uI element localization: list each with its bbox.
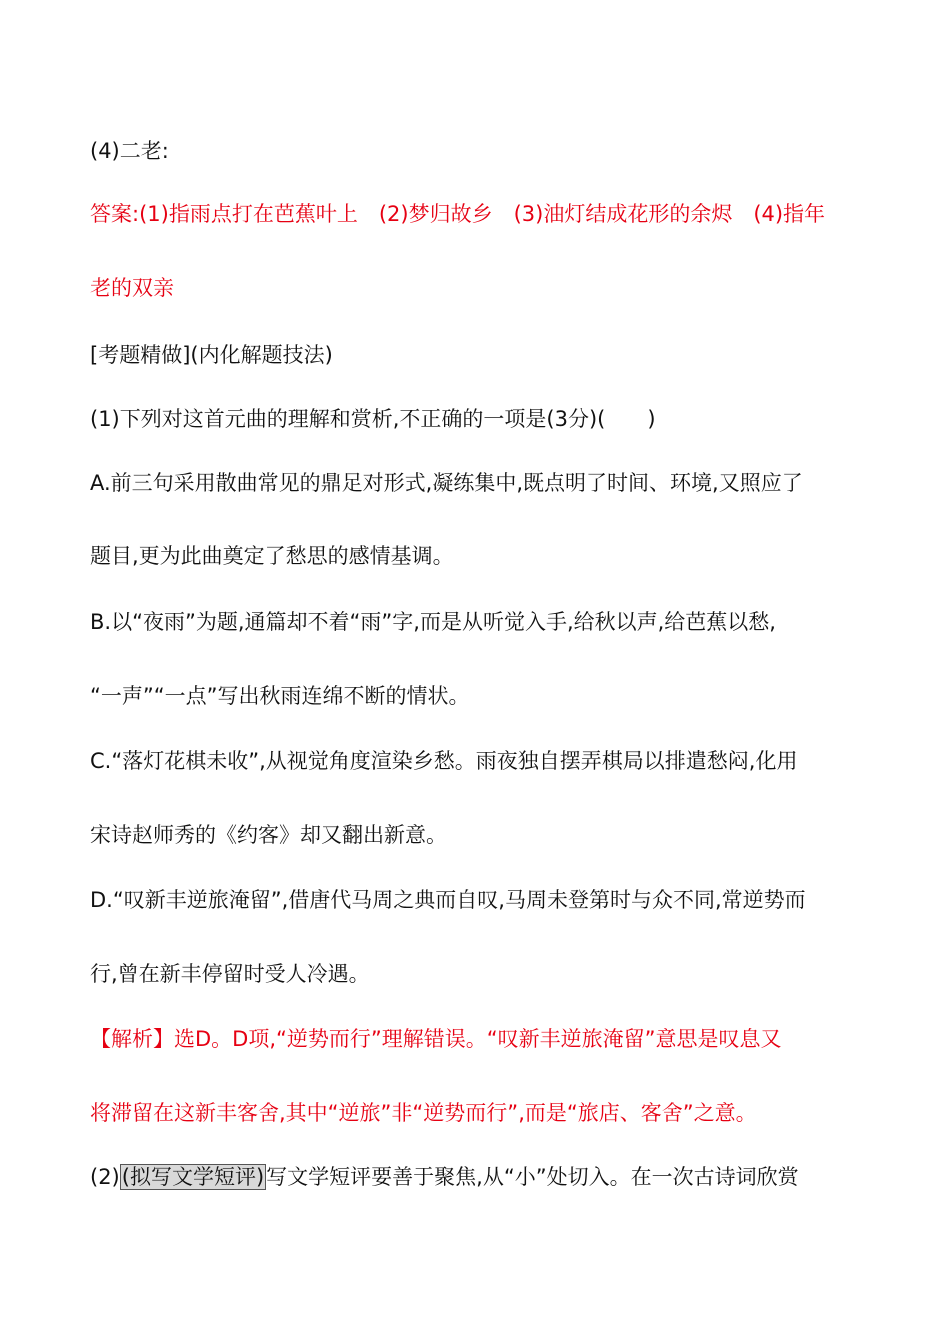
option-a-line-2: 题目,更为此曲奠定了愁思的感情基调。: [90, 544, 454, 568]
question-2-number: (2): [90, 1165, 120, 1189]
question-4-label: (4)二老:: [90, 139, 169, 163]
question-type-tag: (拟写文学短评): [121, 1165, 265, 1189]
analysis-line-1: 【解析】选D。D项,“逆势而行”理解错误。“叹新丰逆旅淹留”意思是叹息又: [90, 1027, 782, 1051]
option-c-line-2: 宋诗赵师秀的《约客》却又翻出新意。: [90, 823, 447, 847]
question-2: [90, 1162, 865, 1192]
option-b-line-1: B.以“夜雨”为题,通篇却不着“雨”字,而是从听觉入手,给秋以声,给芭蕉以愁,: [90, 610, 776, 634]
option-a-line-1: A.前三句采用散曲常见的鼎足对形式,凝练集中,既点明了时间、环境,又照应了: [90, 471, 803, 495]
option-d-line-1: D.“叹新丰逆旅淹留”,借唐代马周之典而自叹,马周未登第时与众不同,常逆势而: [90, 888, 806, 912]
option-c-line-1: C.“落灯花棋未收”,从视觉角度渲染乡愁。雨夜独自摆弄棋局以排遣愁闷,化用: [90, 749, 798, 773]
answer-line-1: 答案:(1)指雨点打在芭蕉叶上 (2)梦归故乡 (3)油灯结成花形的余烬 (4)指年: [90, 202, 826, 226]
section-heading: [考题精做](内化解题技法): [90, 343, 333, 367]
question-2-text: 写文学短评要善于聚焦,从“小”处切入。在一次古诗词欣赏: [266, 1165, 799, 1189]
option-d-line-2: 行,曾在新丰停留时受人冷遇。: [90, 962, 370, 986]
analysis-line-2: 将滞留在这新丰客舍,其中“逆旅”非“逆势而行”,而是“旅店、客舍”之意。: [90, 1101, 757, 1125]
answer-line-2: 老的双亲: [90, 276, 174, 300]
option-b-line-2: “一声”“一点”写出秋雨连绵不断的情状。: [90, 684, 470, 708]
question-1: (1)下列对这首元曲的理解和赏析,不正确的一项是(3分)( ): [90, 407, 656, 431]
